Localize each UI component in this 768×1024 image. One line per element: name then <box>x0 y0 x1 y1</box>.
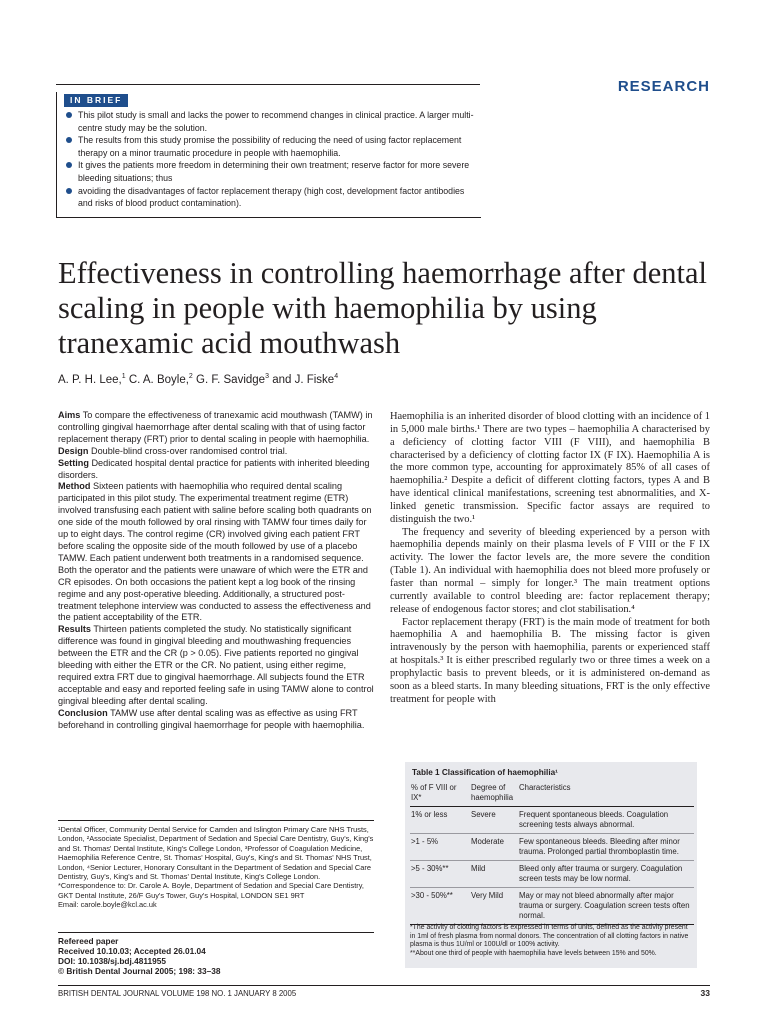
doi: DOI: 10.1038/sj.bdj.4811955 <box>58 956 166 966</box>
in-brief-text: The results from this study promise the possibility of reducing the need of using factor replacement therapy on a minor traumatic procedure in people with haemophilia. <box>78 135 462 158</box>
author-name: and J. Fiske <box>272 373 335 386</box>
body-paragraph: Factor replacement therapy (FRT) is the main mode of treatment for both haemophilia A and haemophilia B. The missing factor is given intravenously by the person with haemophilia, parents or experienced staff at hospitals.³ It is either prescribed regularly two or three times a week on a prophylactic basis to prevent bleeds, or it is administered on-demand as soon as a bleed starts. In many bleeding situations, FRT is the only effective treatment for people with <box>390 616 710 705</box>
table-row <box>410 807 694 834</box>
affiliations: ¹Dental Officer, Community Dental Service for Camden and Islington Primary Care NHS Trusts, London, ²Associate Specialist, Department of Sedation and Special Care Dentistry, Guy's, King's and St. Thomas' Dental Institute, King's College London, ³Professor of Coagulation Medicine, Haemophilia Reference Centre, St. Thomas' Hospital, Guy's, King's and St. Thomas' NHS Trust, London, ⁴Senior Lecturer, Honorary Consultant in the Department of Sedation and Special Care Dentistry, Guy's, King's and St. Thomas' Dental Institute, King's College London. <box>58 825 374 882</box>
abstract-text: Double-blind cross-over randomised control trial. <box>90 445 288 456</box>
abstract-text: TAMW use after dental scaling was as effective as using FRT beforehand in controlling gingival haemorrhage for people with haemophilia. <box>58 707 365 730</box>
in-brief-item <box>64 185 474 210</box>
in-brief-text: avoiding the disadvantages of factor replacement therapy (high cost, development factor antibodies and risks of blood product contamination). <box>78 185 465 209</box>
table-cell: >5 - 30%** <box>410 861 470 888</box>
article-title: Effectiveness in controlling haemorrhage after dental scaling in people with haemophilia by using tranexamic acid mouthwash <box>58 256 707 360</box>
footer-rule <box>58 985 710 986</box>
abstract-method <box>58 481 374 624</box>
table-header: Degree of haemophilia <box>470 782 518 807</box>
abstract-text: Dedicated hospital dental practice for patients with inherited bleeding disorders. <box>58 457 370 480</box>
top-rule <box>56 84 480 85</box>
abstract-setting <box>58 458 374 482</box>
table-cell: Severe <box>470 807 518 834</box>
table-title: Table 1 Classification of haemophilia¹ <box>412 768 558 777</box>
table-row <box>410 861 694 888</box>
table-cell: Bleed only after trauma or surgery. Coagulation screen tests may be low normal. <box>518 861 694 888</box>
abstract-results <box>58 624 374 707</box>
table-header: Characteristics <box>518 782 694 807</box>
refereed-info <box>58 936 374 976</box>
author-affiliation-mark: 3 <box>265 373 269 380</box>
copyright: © British Dental Journal 2005; 198: 33–38 <box>58 966 221 976</box>
author-affiliation-mark: 1 <box>121 373 126 380</box>
classification-table <box>410 782 694 925</box>
table-cell: May or may not bleed abnormally after major trauma or surgery. Coagulation screen tests often normal. <box>518 888 694 925</box>
author-name: C. A. Boyle, <box>128 373 189 386</box>
abstract-heading: Method <box>58 481 91 492</box>
author-line <box>58 373 338 386</box>
page-number: 33 <box>700 988 710 998</box>
author-name: A. P. H. Lee, <box>58 373 122 386</box>
divider <box>58 932 374 933</box>
email: Email: carole.boyle@kcl.ac.uk <box>58 900 157 910</box>
in-brief-text: It gives the patients more freedom in determining their own treatment; reserve factor for more severe bleeding situations; thus <box>78 160 470 183</box>
table-cell: Very Mild <box>470 888 518 925</box>
table-row <box>410 888 694 925</box>
correspondence: *Correspondence to: Dr. Carole A. Boyle, Department of Sedation and Special Care Dentistry, GKT Dental Institute, 26/F Guy's Tower, Guy's Hospital, LONDON SE1 9RT <box>58 881 364 900</box>
section-label: RESEARCH <box>617 78 710 95</box>
table-note: *The activity of clotting factors is expressed in terms of units, defined as the activity present in 1ml of fresh plasma from normal donors. The concentration of all clotting factors in native plasma is thus 1U/ml or 100U/dl or 100% activity. <box>410 924 689 949</box>
in-brief-label: IN BRIEF <box>64 94 128 107</box>
table-cell: Frequent spontaneous bleeds. Coagulation screening tests always abnormal. <box>518 807 694 834</box>
bullet-icon <box>66 137 72 143</box>
author-affiliation-mark: 2 <box>188 373 193 380</box>
author-name: G. F. Savidge <box>196 373 266 386</box>
abstract-heading: Aims <box>58 410 81 420</box>
table-cell: 1% or less <box>410 807 470 834</box>
abstract-text: Thirteen patients completed the study. No statistically significant difference was found in gingival bleeding and mouthwashing frequencies between the ETR and the CR (p > 0.05). Five patients reported no gingival bleeding with either the ETR or the CR. No patient, using either regime, required extra FRT due to gingival haemorrhage. All subjects found the ETR acceptable and easy and reported feeling safe in using TAMW alone to control gingival bleeding after dental scaling. <box>58 624 374 706</box>
table-notes <box>410 924 694 958</box>
in-brief-item <box>64 109 474 134</box>
body-paragraph: The frequency and severity of bleeding experienced by a person with haemophilia depends mainly on their plasma levels of F VIII or the F IX activity. The lower the factor levels are, the more severe the condition (Table 1). An individual with haemophilia does not bleed more profusely or faster than normal – simply for longer.³ The main treatment options currently available to control bleeding are: factor replacement therapy; release of endogenous factor stores; and clot stabilisation.⁴ <box>390 526 710 615</box>
refereed-label: Refereed paper <box>58 936 119 946</box>
table-note: **About one third of people with haemophilia have levels between 15% and 50%. <box>410 949 657 957</box>
in-brief-item <box>64 134 474 159</box>
table-header: % of F VIII or IX* <box>410 782 470 807</box>
body-paragraph: Haemophilia is an inherited disorder of blood clotting with an incidence of 1 in 5,000 male births.¹ There are two types – haemophilia A characterised by a deficiency of clotting factor VIII (F VIII), and haemophilia B characterised by a deficiency of clotting factor IX (F IX). Haemophilia A is the more common type, accounting for approximately 85% of all cases of haemophilia.² Despite a deficit of different clotting factors, types A and B have identical clinical manifestations, screening test abnormalities, and X-linked genetic transmission. Specific factor assays are required to distinguish the two.¹ <box>390 411 711 525</box>
table-cell: >30 - 50%** <box>410 888 470 925</box>
received-accepted: Received 10.10.03; Accepted 26.01.04 <box>58 946 206 956</box>
abstract-text: To compare the effectiveness of tranexamic acid mouthwash (TAMW) in controlling gingival haemorrhage after dental scaling with that of using factor replacement therapy (FRT) prior to dental scaling in people with haemophilia. <box>58 410 373 444</box>
table-cell: >1 - 5% <box>410 834 470 861</box>
table-header-row <box>410 782 694 807</box>
body-text <box>390 411 710 706</box>
table-row <box>410 834 694 861</box>
bullet-icon <box>66 162 72 168</box>
abstract-heading: Conclusion <box>58 707 108 718</box>
footnotes <box>58 820 374 910</box>
author-affiliation-mark: 4 <box>334 373 339 380</box>
bullet-icon <box>66 188 72 194</box>
table-cell: Mild <box>470 861 518 888</box>
in-brief-list <box>64 109 474 210</box>
bullet-icon <box>66 112 72 118</box>
in-brief-text: This pilot study is small and lacks the power to recommend changes in clinical practice. A larger multi-centre study may be the solution. <box>78 110 474 133</box>
journal-footer: BRITISH DENTAL JOURNAL VOLUME 198 NO. 1 JANUARY 8 2005 <box>58 989 297 998</box>
in-brief-item <box>64 159 474 184</box>
abstract-design <box>58 446 374 458</box>
abstract-heading: Design <box>58 445 89 456</box>
table-cell: Few spontaneous bleeds. Bleeding after minor trauma. Prolonged partial thromboplastin time. <box>518 834 694 861</box>
abstract-conclusion <box>58 708 374 732</box>
abstract <box>58 410 374 731</box>
abstract-text: Sixteen patients with haemophilia who required dental scaling participated in this pilot study. The experimental treatment regime (ETR) involved transfusing each patient with saline before scaling both quadrants on one side of the mouth followed by oral rinsing with TAMW four times daily for up to eight days. The control regime (CR) involved giving each patient FRT before scaling the opposite side of the mouth followed by use of a placebo TAMW. Each patient underwent both treatments in a randomised sequence. Both the operator and the patients were unaware of which were the ETR and CR episodes. On both occasions the patient kept a log book of the rinsing regime and any post-operative bleeding. Additionally, a structured post-treatment telephone interview was conducted to assess the effectiveness and the patient acceptability of the ETR. <box>58 481 372 623</box>
abstract-heading: Setting <box>58 457 89 468</box>
abstract-heading: Results <box>58 624 91 635</box>
table-cell: Moderate <box>470 834 518 861</box>
abstract-aims <box>58 410 374 446</box>
